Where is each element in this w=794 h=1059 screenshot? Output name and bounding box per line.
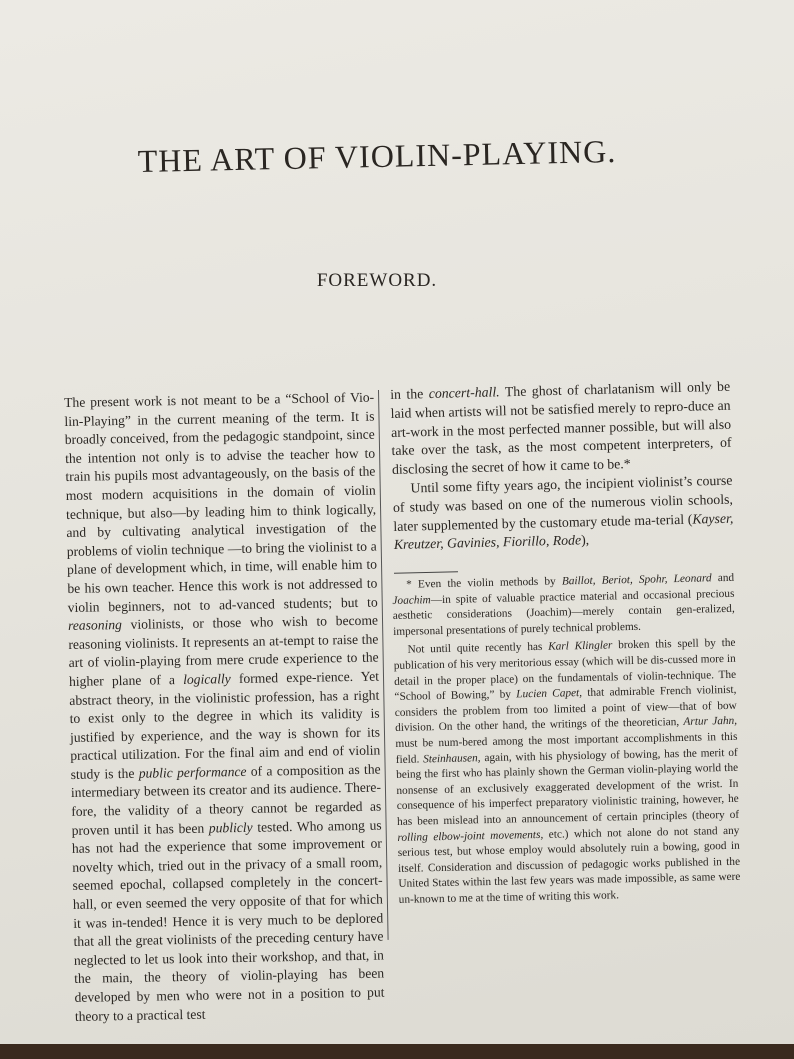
page-title: THE ART OF VIOLIN-PLAYING. <box>137 132 617 180</box>
footnote-rule <box>394 571 458 574</box>
footnote: Not until quite recently has Karl Klingler broken this spell by the publication of his very meritorious essay (which will be dis-cussed more in detail in the proper place) on the fundamentals of violin-technique. The “School of Bowing,” by Lucien Capet, that admirable French violinist, considers the problem from too limited a point of view—that of bow division. On the other hand, the writings of the theoretician, Artur Jahn, must be num-bered among the most important accomplishments in this field. Steinhausen, again, with his physiology of bowing, has the merit of being the first who has plainly shown the German violin-playing world the nonsense of an exclusively exaggerated development of the wrist. In consequence of his imperfect preparatory violinistic training, however, he has been mislead into an announcement of certain principles (theory of rolling elbow-joint movements, etc.) which not alone do not stand any serious test, but whose employ would absolutely ruin a bowing, good in itself. Consideration and discussion of pedagogic works published in the United States within the last few years was made impossible, as same were un-known to me at the time of writing this work. <box>393 637 741 906</box>
left-column <box>64 389 385 1027</box>
footnote: * Even the violin methods by Baillot, Beriot, Spohr, Leonard and Joachim—in spite of valuable practice material and occasional precious aesthetic considerations (Joachim)—merely contain gen-eralized, impersonal presentations of purely technical problems. <box>392 571 735 638</box>
paragraph: in the concert-hall. The ghost of charlatanism will only be laid when artists will not be satisfied merely to repro-duce an art-work in the most perfected manner possible, but will also take over the task, as the most competent interpreters, of disclosing the secret of how it came to be.* <box>390 378 732 478</box>
footnotes <box>392 571 741 912</box>
right-column <box>390 378 734 555</box>
section-heading: FOREWORD. <box>316 270 438 291</box>
paragraph: Until some fifty years ago, the incipient violinist’s course of study was based on one of the numerous violin schools, later supplemented by the customary etude ma-terial (Kayser, Kreutzer, Gavinies, Fiorillo, Rode), <box>392 472 734 553</box>
paragraph: The present work is not meant to be a “School of Vio-lin-Playing” in the current meaning of the term. It is broadly conceived, from the pedagogic standpoint, since the intention not only is to advise the teacher how to train his pupils most advantageously, on the basis of the most modern acquisitions in the domain of violin technique, but also—by leading him to think logically, and by cultivating analytical investigation of the problems of violin technique —to bring the violinist to a plane of development which, in time, will enable him to be his own teacher. Hence this work is not addressed to violin beginners, not to ad-vanced students; but to reasoning violinists, or those who wish to become reasoning violinists. It represents an at-tempt to raise the art of violin-playing from mere crude experience to the higher plane of a logically formed expe-rience. Yet abstract theory, in the violinistic profession, has a right to exist only to the degree in which its validity is justified by experience, and the way is shown for its practical utilization. For the final aim and end of violin study is the public performance of a composition as the intermediary between its creator and its audience. There-fore, the validity of a theory cannot be regarded as proven until it has been publicly tested. Who among us has not had the experience that some improvement or novelty which, tried out in the privacy of a small room, seemed epochal, collapsed completely in the concert-hall, or even seemed the very opposite of that for which it was in-tended! Hence it is very much to be deplored that all the great violinists of the preceding century have neglected to let us look into their workshop, and that, in the main, the theory of violin-playing has been developed by men who were not in a position to put theory to a practical test <box>64 389 385 1024</box>
